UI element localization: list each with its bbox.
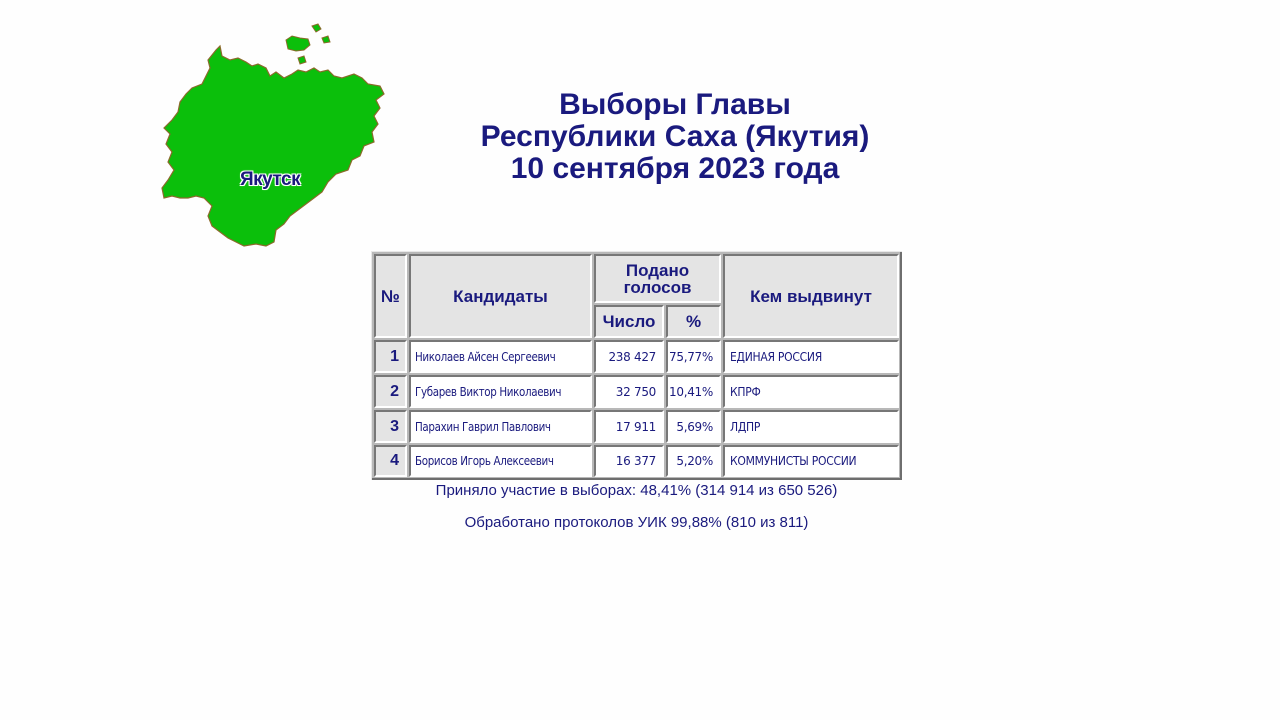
yakutia-map <box>158 20 388 250</box>
row-number: 1 <box>374 340 407 373</box>
map-island <box>298 56 306 64</box>
map-island <box>312 24 321 32</box>
header-candidates: Кандидаты <box>409 254 592 338</box>
row-number: 2 <box>374 375 407 408</box>
candidate-party <box>723 445 899 477</box>
header-votes-group: Подано голосов <box>594 254 721 303</box>
candidate-percent: 5,69% <box>666 410 721 443</box>
candidate-percent: 5,20% <box>666 445 721 477</box>
header-nominated-by: Кем выдвинут <box>723 254 899 338</box>
header-percent: % <box>666 305 721 338</box>
row-number: 3 <box>374 410 407 443</box>
page-title <box>420 89 930 185</box>
header-number: № <box>374 254 407 338</box>
candidate-party-text: ЛДПР <box>730 419 761 434</box>
candidate-party <box>723 340 899 373</box>
candidate-votes: 238 427 <box>594 340 664 373</box>
candidate-percent: 75,77% <box>666 340 721 373</box>
candidate-votes: 32 750 <box>594 375 664 408</box>
candidate-party <box>723 410 899 443</box>
candidate-party-text: КПРФ <box>730 384 761 399</box>
candidate-party-text: КОММУНИСТЫ РОССИИ <box>730 454 857 468</box>
results-table <box>371 251 902 480</box>
turnout-text: Приняло участие в выборах: 48,41% (314 914 из 650 526) <box>435 482 838 499</box>
candidate-percent: 10,41% <box>666 375 721 408</box>
map-island <box>322 36 330 43</box>
row-number: 4 <box>374 445 407 477</box>
candidate-votes: 16 377 <box>594 445 664 477</box>
candidate-name <box>409 375 592 408</box>
candidate-name-text: Парахин Гаврил Павлович <box>415 419 551 434</box>
city-label-yakutsk: Якутск <box>240 169 301 190</box>
candidate-name-text: Губарев Виктор Николаевич <box>415 384 562 399</box>
candidate-name-text: Николаев Айсен Сергеевич <box>415 349 556 364</box>
header-count: Число <box>594 305 664 338</box>
protocols-text: Обработано протоколов УИК 99,88% (810 из 811) <box>464 514 809 531</box>
map-island <box>286 36 310 51</box>
candidate-party <box>723 375 899 408</box>
candidate-name-text: Борисов Игорь Алексеевич <box>415 454 554 468</box>
title-line-2: Республики Саха (Якутия) <box>480 120 870 153</box>
title-line-3: 10 сентября 2023 года <box>510 152 840 185</box>
title-line-1: Выборы Главы <box>559 88 791 121</box>
candidate-name <box>409 340 592 373</box>
candidate-votes: 17 911 <box>594 410 664 443</box>
candidate-name <box>409 445 592 477</box>
candidate-name <box>409 410 592 443</box>
candidate-party-text: ЕДИНАЯ РОССИЯ <box>730 349 822 364</box>
map-region-shape <box>162 46 384 246</box>
